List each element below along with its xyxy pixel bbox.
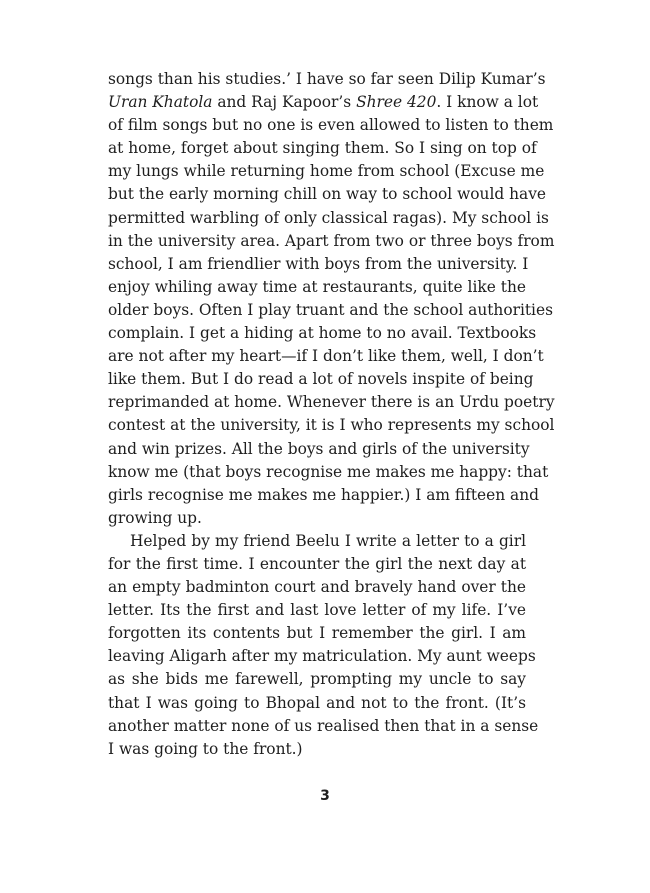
- text-line: [108, 91, 539, 114]
- italic-title: Uran Khatola: [108, 93, 213, 112]
- text-line: [108, 299, 553, 322]
- text-segment: are not after my heart—if I don’t like them, well, I don’t: [108, 347, 544, 366]
- text-segment: know me (that boys recognise me makes me happy: that: [108, 462, 549, 481]
- text-line: [108, 484, 539, 507]
- text-line: [108, 114, 554, 137]
- text-line: [108, 183, 547, 206]
- text-segment: in the university area. Apart from two or three boys from: [108, 231, 555, 250]
- text-segment: leaving Aligarh after my matriculation. My aunt weeps: [108, 647, 536, 666]
- text-line: [108, 715, 539, 738]
- text-segment: songs than his studies.’ I have so far seen Dilip Kumar’s: [108, 70, 546, 88]
- text-segment: for the first time. I encounter the girl the next day at: [108, 554, 526, 573]
- text-segment: forgotten its contents but I remember the girl. I am: [108, 624, 526, 643]
- text-segment: reprimanded at home. Whenever there is an Urdu poetry: [108, 393, 555, 412]
- text-segment: I was going to the front.): [108, 739, 303, 758]
- text-line: [108, 414, 555, 437]
- italic-title: Shree 420: [356, 93, 437, 112]
- text-line: [108, 530, 526, 553]
- text-segment: as she bids me farewell, prompting my uncle to say: [108, 670, 526, 689]
- text-segment: enjoy whiling away time at restaurants, quite like the: [108, 277, 526, 296]
- text-segment: growing up.: [108, 508, 202, 527]
- text-segment: and win prizes. All the boys and girls of the university: [108, 439, 530, 458]
- text-segment: . I know a lot: [436, 93, 539, 112]
- text-line: [108, 391, 555, 414]
- text-line: [108, 438, 530, 461]
- text-line: [108, 461, 549, 484]
- text-segment: that I was going to Bhopal and not to the front. (It’s: [108, 693, 526, 712]
- text-line: [108, 599, 526, 622]
- text-line: [108, 738, 526, 761]
- text-line: [108, 230, 555, 253]
- text-line: [108, 576, 526, 599]
- text-line: [108, 622, 526, 645]
- page-number: 3: [320, 788, 330, 804]
- text-line: [108, 253, 529, 276]
- text-line: [108, 68, 546, 91]
- text-segment: at home, forget about singing them. So I sing on top of: [108, 139, 537, 158]
- text-line: [108, 322, 537, 345]
- text-segment: girls recognise me makes me happier.) I am fifteen and: [108, 485, 539, 504]
- text-segment: an empty badminton court and bravely hand over the: [108, 578, 526, 597]
- text-segment: but the early morning chill on way to school would have: [108, 185, 547, 204]
- text-line: [108, 276, 526, 299]
- text-segment: and Raj Kapoor’s: [212, 93, 357, 112]
- text-segment: contest at the university, it is I who represents my school: [108, 416, 555, 435]
- text-segment: older boys. Often I play truant and the school authorities: [108, 300, 553, 319]
- text-segment: like them. But I do read a lot of novels inspite of being: [108, 370, 534, 389]
- text-segment: permitted warbling of only classical ragas). My school is: [108, 208, 549, 227]
- text-line: [108, 368, 534, 391]
- text-segment: of film songs but no one is even allowed to listen to them: [108, 116, 554, 135]
- text-segment: another matter none of us realised then that in a sense: [108, 716, 539, 735]
- text-line: [108, 692, 526, 715]
- text-segment: letter. Its the first and last love letter of my life. I’ve: [108, 601, 526, 620]
- text-segment: Helped by my friend Beelu I write a letter to a girl: [130, 531, 526, 550]
- text-line: [108, 645, 536, 668]
- text-segment: complain. I get a hiding at home to no avail. Textbooks: [108, 324, 537, 343]
- text-line: [108, 160, 545, 183]
- text-line: [108, 668, 526, 691]
- text-line: [108, 507, 526, 530]
- text-line: [108, 553, 526, 576]
- text-line: [108, 137, 537, 160]
- text-segment: school, I am friendlier with boys from the university. I: [108, 254, 529, 273]
- text-segment: my lungs while returning home from school (Excuse me: [108, 162, 545, 181]
- text-line: [108, 207, 549, 230]
- text-line: [108, 345, 544, 368]
- body-text: [108, 68, 555, 761]
